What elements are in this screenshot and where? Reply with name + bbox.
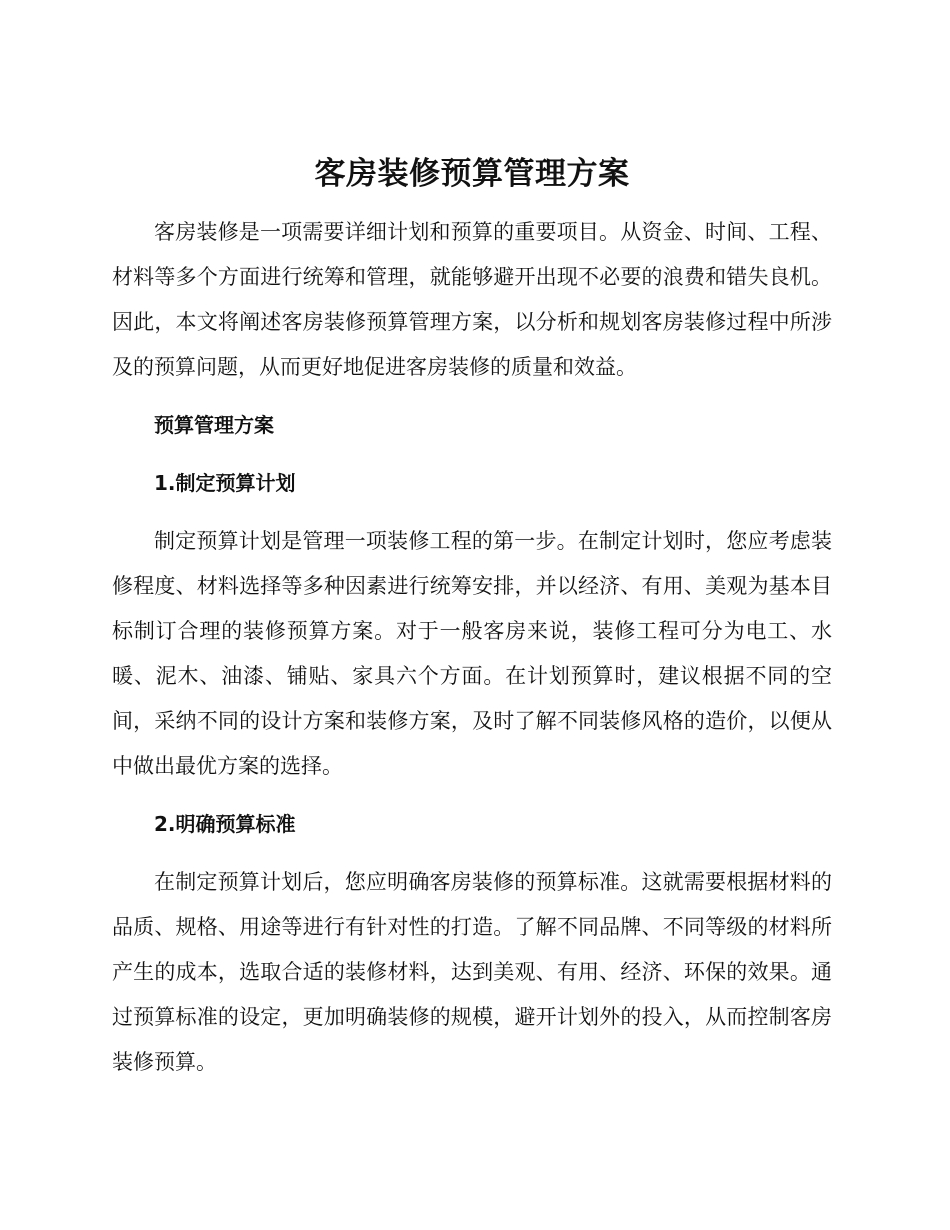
subsection-heading-1: 1.制定预算计划 (154, 471, 296, 495)
section-heading-budget-plan: 预算管理方案 (154, 413, 274, 437)
subsection-body-1: 制定预算计划是管理一项装修工程的第一步。在制定计划时，您应考虑装修程度、材料选择等多种因素进行统筹安排，并以经济、有用、美观为基本目标制订合理的装修预算方案。对于一般客房来说，装修工程可分为电工、水暖、泥木、油漆、铺贴、家具六个方面。在计划预算时，建议根据不同的空间，采纳不同的设计方案和装修方案，及时了解不同装修风格的造价，以便从中做出最优方案的选择。 (112, 529, 832, 778)
document-title: 客房装修预算管理方案 (314, 156, 630, 192)
subsection-heading-2: 2.明确预算标准 (154, 812, 296, 836)
subsection-body-2: 在制定预算计划后，您应明确客房装修的预算标准。这就需要根据材料的品质、规格、用途等进行有针对性的打造。了解不同品牌、不同等级的材料所产生的成本，选取合适的装修材料，达到美观、有用、经济、环保的效果。通过预算标准的设定，更加明确装修的规模，避开计划外的投入，从而控制客房装修预算。 (112, 870, 832, 1074)
intro-paragraph: 客房装修是一项需要详细计划和预算的重要项目。从资金、时间、工程、材料等多个方面进行统筹和管理，就能够避开出现不必要的浪费和错失良机。因此，本文将阐述客房装修预算管理方案，以分析和规划客房装修过程中所涉及的预算问题，从而更好地促进客房装修的质量和效益。 (112, 220, 832, 379)
